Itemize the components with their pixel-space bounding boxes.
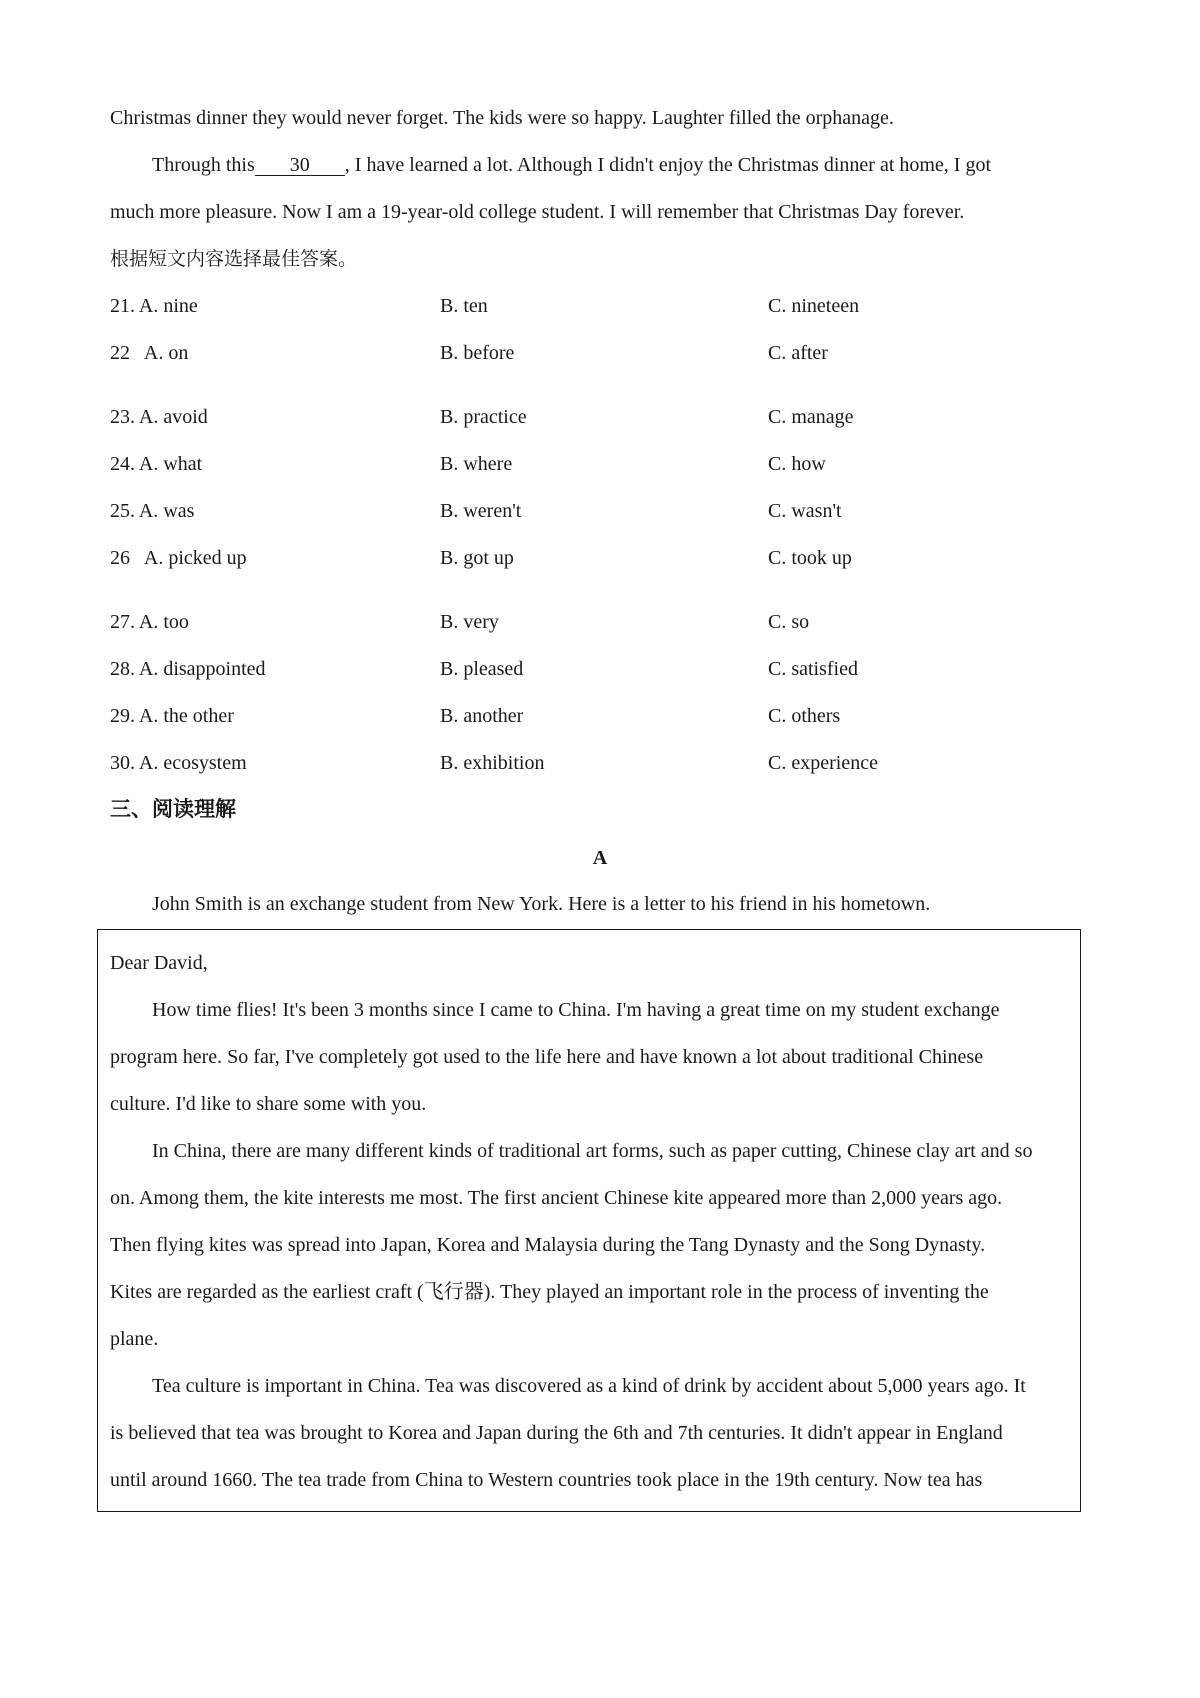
letter-line: Kites are regarded as the earliest craft (飞行器). They played an important role in the process of inventing the — [110, 1281, 989, 1303]
option-b: B. where — [440, 453, 513, 475]
passage-text: Through this — [152, 154, 255, 176]
instruction: 根据短文内容选择最佳答案。 — [110, 248, 358, 270]
letter-line: culture. I'd like to share some with you. — [110, 1093, 427, 1115]
letter-line: Tea culture is important in China. Tea was discovered as a kind of drink by accident about 5,000 years ago. It — [152, 1375, 1026, 1397]
option-a: 28. A. disappointed — [110, 658, 266, 680]
option-b: B. exhibition — [440, 752, 545, 774]
letter-line: is believed that tea was brought to Korea and Japan during the 6th and 7th centuries. It didn't appear in England — [110, 1422, 1003, 1444]
letter-line: until around 1660. The tea trade from China to Western countries took place in the 19th century. Now tea has — [110, 1469, 983, 1491]
option-a: 26 A. picked up — [110, 547, 247, 569]
option-a: 21. A. nine — [110, 295, 198, 317]
passage-line: Christmas dinner they would never forget. The kids were so happy. Laughter filled the orphanage. — [110, 107, 894, 129]
passage-intro: John Smith is an exchange student from New York. Here is a letter to his friend in his hometown. — [152, 893, 931, 915]
letter-line: In China, there are many different kinds of traditional art forms, such as paper cutting, Chinese clay art and so — [152, 1140, 1033, 1162]
letter-line: on. Among them, the kite interests me most. The first ancient Chinese kite appeared more than 2,000 years ago. — [110, 1187, 1003, 1209]
option-b: B. ten — [440, 295, 488, 317]
option-b: B. got up — [440, 547, 514, 569]
blank-number: 30 — [289, 154, 310, 176]
option-c: C. others — [768, 705, 841, 727]
option-c: C. experience — [768, 752, 878, 774]
option-a: 30. A. ecosystem — [110, 752, 247, 774]
passage-line: much more pleasure. Now I am a 19-year-old college student. I will remember that Christmas Day forever. — [110, 201, 965, 223]
option-a: 25. A. was — [110, 500, 195, 522]
option-b: B. practice — [440, 406, 527, 428]
letter-greeting: Dear David, — [110, 952, 208, 974]
option-c: C. took up — [768, 547, 852, 569]
option-b: B. very — [440, 611, 499, 633]
letter-line: How time flies! It's been 3 months since I came to China. I'm having a great time on my student exchange — [152, 999, 1000, 1021]
option-c: C. after — [768, 342, 828, 364]
option-c: C. how — [768, 453, 826, 475]
option-b: B. pleased — [440, 658, 524, 680]
option-b: B. before — [440, 342, 515, 364]
passage-text: , I have learned a lot. Although I didn't enjoy the Christmas dinner at home, I got — [344, 154, 992, 176]
option-a: 23. A. avoid — [110, 406, 208, 428]
option-b: B. weren't — [440, 500, 522, 522]
option-a: 24. A. what — [110, 453, 203, 475]
section-heading: 三、阅读理解 — [110, 797, 236, 821]
answer-blank — [255, 155, 345, 176]
option-c: C. satisfied — [768, 658, 858, 680]
option-c: C. wasn't — [768, 500, 842, 522]
option-c: C. nineteen — [768, 295, 860, 317]
passage-label: A — [592, 847, 608, 869]
passage-line — [152, 153, 991, 177]
letter-line: program here. So far, I've completely got used to the life here and have known a lot about traditional Chinese — [110, 1046, 984, 1068]
option-a: 27. A. too — [110, 611, 189, 633]
option-c: C. so — [768, 611, 810, 633]
option-a: 22 A. on — [110, 342, 189, 364]
letter-line: plane. — [110, 1328, 159, 1350]
option-a: 29. A. the other — [110, 705, 234, 727]
letter-line: Then flying kites was spread into Japan, Korea and Malaysia during the Tang Dynasty and the Song Dynasty. — [110, 1234, 986, 1256]
option-b: B. another — [440, 705, 524, 727]
option-c: C. manage — [768, 406, 854, 428]
